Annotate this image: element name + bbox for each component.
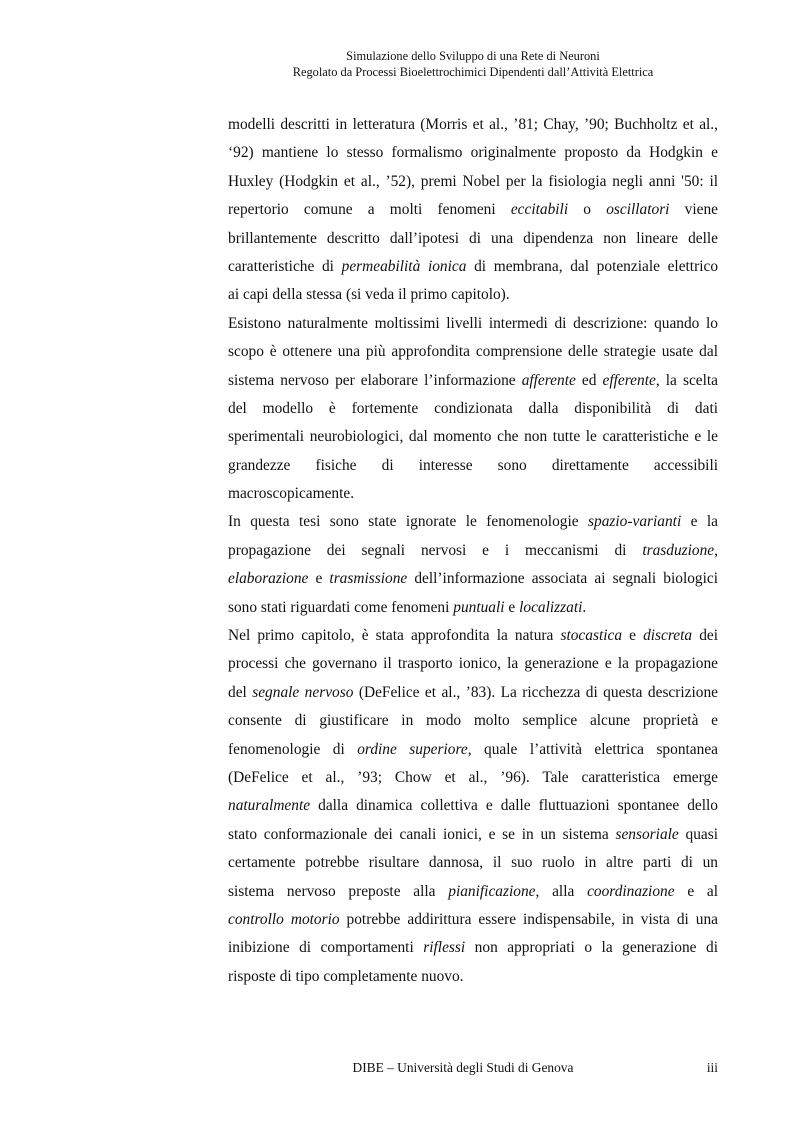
text-line (228, 650, 718, 678)
page-number: iii (706, 1060, 718, 1075)
text-run: sono stati riguardati come fenomeni (228, 598, 454, 616)
text-line (228, 395, 718, 423)
italic-term: coordinazione (587, 882, 675, 900)
text-line (228, 963, 718, 991)
text-run: di membrana, dal potenziale elettrico (466, 257, 719, 275)
text-line (228, 168, 718, 196)
text-run: sistema nervoso preposte alla (228, 882, 449, 900)
text-run: propagazione dei segnali nervosi e i meccanismi di (228, 541, 643, 559)
italic-term: spazio-varianti (588, 513, 682, 531)
italic-term: trasmissione (329, 570, 408, 588)
italic-term: permeabilità ionica (341, 257, 467, 275)
text-line (228, 196, 718, 224)
text-line (228, 679, 718, 707)
italic-term: controllo motorio (228, 910, 340, 928)
running-header (228, 48, 718, 80)
text-run: ‘92) mantiene lo stesso formalismo originalmente proposto da Hodgkin e (228, 144, 718, 162)
text-run: fenomenologie di (228, 740, 358, 758)
italic-term: pianificazione (448, 882, 536, 900)
text-run: e (622, 627, 644, 645)
italic-term: stocastica (560, 627, 623, 645)
italic-term: efferente (602, 371, 656, 389)
text-run: sistema nervoso per elaborare l’informazione (228, 371, 522, 389)
text-run: potrebbe addirittura essere indispensabile, in vista di una (339, 910, 718, 928)
text-run: o (568, 201, 607, 219)
text-line (228, 906, 718, 934)
text-line (228, 934, 718, 962)
text-run: , quale l’attività elettrica spontanea (467, 740, 718, 758)
text-run: grandezze fisiche di interesse sono direttamente accessibili (228, 456, 718, 474)
italic-term: riflessi (423, 939, 466, 957)
text-line (228, 821, 718, 849)
text-run: ed (575, 371, 603, 389)
footer-institution: DIBE – Università degli Studi di Genova (352, 1060, 574, 1075)
text-run: viene (669, 201, 718, 219)
text-run: scopo è ottenere una più approfondita comprensione delle strategie usate dal (228, 343, 718, 361)
text-line (228, 367, 718, 395)
text-run: dalla dinamica collettiva e dalle fluttuazioni spontanee dello (310, 797, 718, 815)
text-run: . (582, 598, 587, 616)
text-line (228, 253, 718, 281)
text-line (228, 764, 718, 792)
text-run: , (714, 541, 718, 559)
text-run: quasi (678, 825, 718, 843)
text-run: certamente potrebbe risultare dannosa, il suo ruolo in altre parti di un (228, 854, 718, 872)
text-line (228, 225, 718, 253)
text-run: ai capi della stessa (si veda il primo capitolo). (228, 286, 510, 304)
text-line (228, 480, 718, 508)
text-line (228, 338, 718, 366)
text-run: Esistono naturalmente moltissimi livelli intermedi di descrizione: quando lo (228, 314, 718, 332)
text-run: , la scelta (655, 371, 718, 389)
page-footer (228, 1060, 718, 1080)
text-run: dell’informazione associata ai segnali biologici (407, 570, 718, 588)
text-run: repertorio comune a molti fenomeni (228, 201, 511, 219)
text-run: consente di giustificare in modo molto semplice alcune proprietà e (228, 712, 718, 730)
text-run: del (228, 683, 253, 701)
italic-term: eccitabili (510, 201, 569, 219)
text-line (228, 849, 718, 877)
italic-term: ordine superiore (357, 740, 468, 758)
text-run: caratteristiche di (228, 257, 342, 275)
text-run: processi che governano il trasporto ionico, la generazione e la propagazione (228, 655, 718, 673)
text-run: non appropriati o la generazione di (465, 939, 718, 957)
body-text (228, 111, 718, 991)
italic-term: elaborazione (228, 570, 309, 588)
italic-term: puntuali (453, 598, 505, 616)
text-line (228, 736, 718, 764)
italic-term: discreta (643, 627, 693, 645)
text-line (228, 792, 718, 820)
text-run: inibizione di comportamenti (228, 939, 424, 957)
text-line (228, 281, 718, 309)
text-run: brillantemente descritto dall’ipotesi di una dipendenza non lineare delle (228, 229, 718, 247)
text-line (228, 423, 718, 451)
text-run: e al (674, 882, 719, 900)
text-line (228, 452, 718, 480)
italic-term: afferente (521, 371, 576, 389)
italic-term: oscillatori (606, 201, 670, 219)
text-run: dei (692, 627, 718, 645)
text-run: (DeFelice et al., ’83). La ricchezza di questa descrizione (353, 683, 718, 701)
text-run: e la (681, 513, 718, 531)
text-run: In questa tesi sono state ignorate le fenomenologie (228, 513, 589, 531)
text-line (228, 508, 718, 536)
italic-term: trasduzione (642, 541, 715, 559)
text-run: , alla (535, 882, 588, 900)
text-run: macroscopicamente. (228, 485, 355, 503)
text-run: (DeFelice et al., ’93; Chow et al., ’96). Tale caratteristica emerge (228, 768, 718, 786)
italic-term: segnale nervoso (252, 683, 354, 701)
text-line (228, 565, 718, 593)
header-title-line-2: Regolato da Processi Bioelettrochimici Dipendenti dall’Attività Elettrica (292, 65, 654, 79)
text-line (228, 878, 718, 906)
text-line (228, 139, 718, 167)
text-run: stato conformazionale dei canali ionici, e se in un sistema (228, 825, 616, 843)
text-line (228, 622, 718, 650)
text-run: Nel primo capitolo, è stata approfondita la natura (228, 627, 561, 645)
text-line (228, 537, 718, 565)
text-run: risposte di tipo completamente nuovo. (228, 967, 464, 985)
text-line (228, 707, 718, 735)
text-run: Huxley (Hodgkin et al., ’52), premi Nobel per la fisiologia negli anni '50: il (228, 172, 718, 190)
text-run: sperimentali neurobiologici, dal momento che non tutte le caratteristiche e le (228, 428, 718, 446)
text-run: del modello è fortemente condizionata dalla disponibilità di dati (228, 399, 718, 417)
text-line (228, 111, 718, 139)
text-line (228, 310, 718, 338)
text-run: modelli descritti in letteratura (Morris et al., ’81; Chay, ’90; Buchholtz et al., (228, 116, 718, 133)
text-line (228, 594, 718, 622)
italic-term: sensoriale (615, 825, 679, 843)
italic-term: naturalmente (228, 797, 311, 815)
text-run: e (504, 598, 520, 616)
header-title-line-1: Simulazione dello Sviluppo di una Rete di Neuroni (346, 49, 600, 63)
italic-term: localizzati (519, 598, 583, 616)
text-run: e (308, 570, 330, 588)
